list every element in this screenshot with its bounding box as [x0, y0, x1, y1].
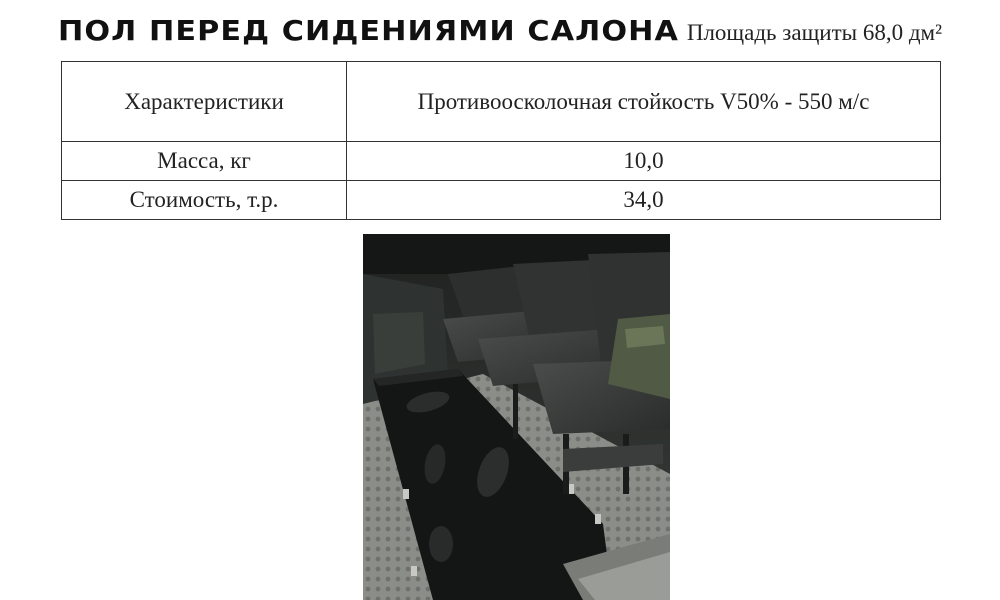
header-value-cell: Противоосколочная стойкость V50% - 550 м/с — [347, 62, 941, 142]
row-label: Масса, кг — [62, 142, 347, 181]
protection-area: Площадь защиты 68,0 дм² — [686, 20, 942, 45]
row-value: 10,0 — [347, 142, 941, 181]
page-title: ПОЛ ПЕРЕД СИДЕНИЯМИ САЛОНА — [58, 14, 680, 47]
header-label-cell: Характеристики — [62, 62, 347, 142]
table-header-row — [62, 62, 941, 142]
table-row — [62, 142, 941, 181]
table-row — [62, 181, 941, 220]
row-label: Стоимость, т.р. — [62, 181, 347, 220]
floor-mat-photo — [363, 234, 670, 600]
row-value: 34,0 — [347, 181, 941, 220]
spec-table — [61, 61, 941, 220]
